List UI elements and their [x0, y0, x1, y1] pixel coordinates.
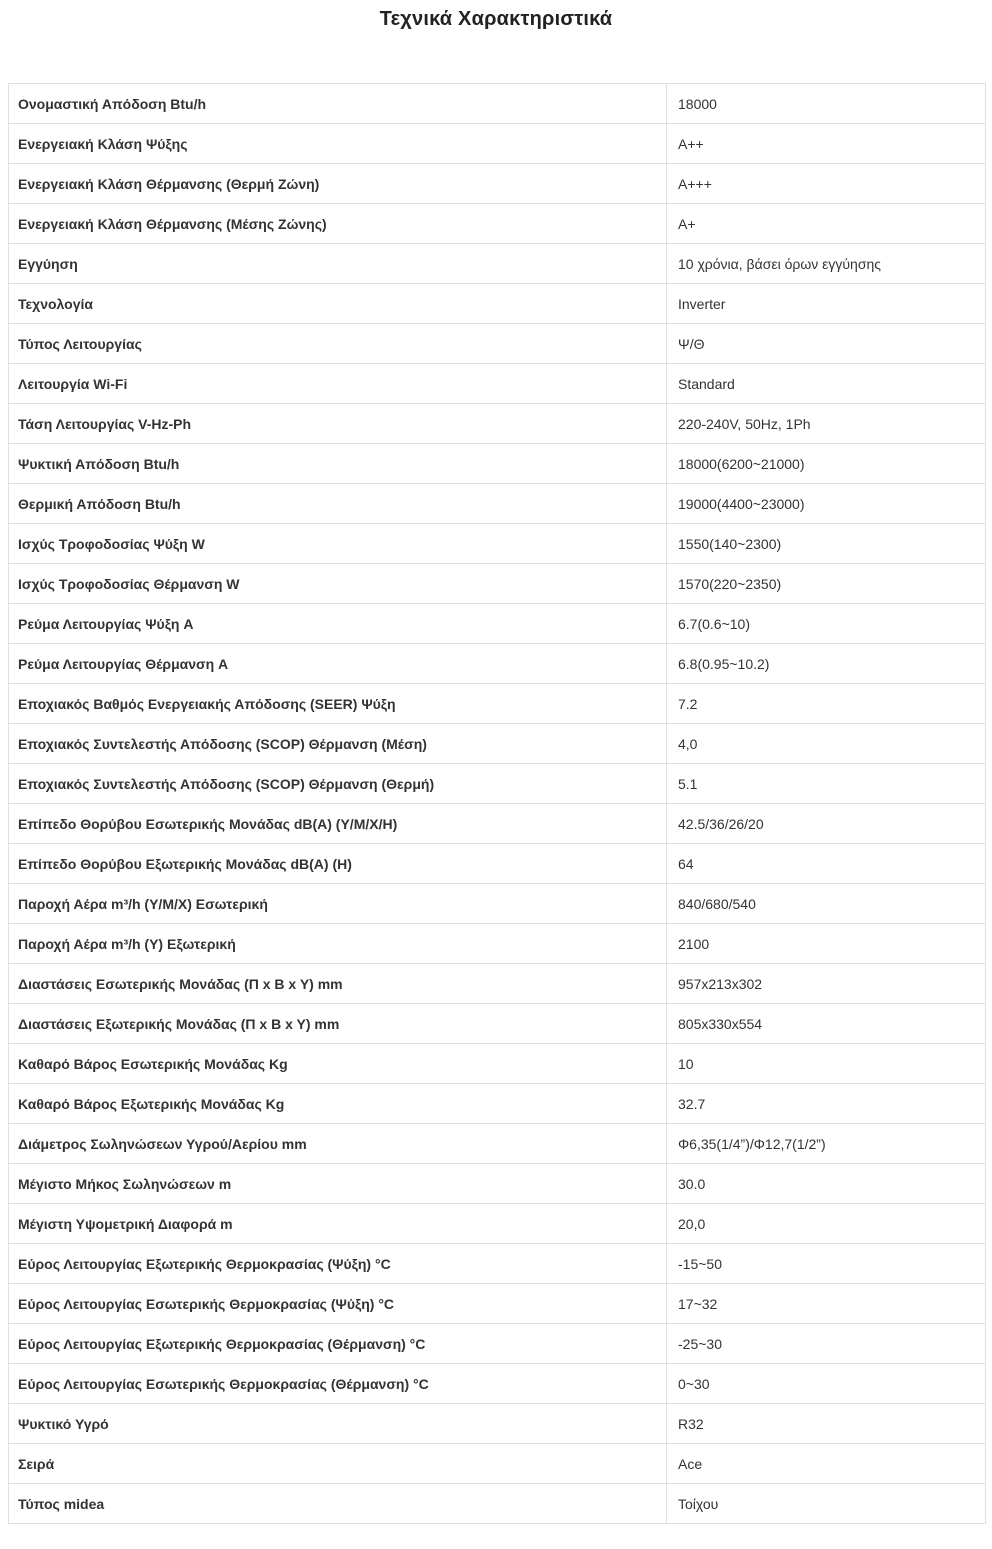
spec-row: [9, 444, 986, 484]
spec-value: 18000: [667, 84, 986, 124]
spec-value: 957x213x302: [667, 964, 986, 1004]
spec-label: Καθαρό Βάρος Εσωτερικής Μονάδας Kg: [9, 1044, 667, 1084]
spec-row: [9, 1484, 986, 1524]
spec-row: [9, 644, 986, 684]
spec-row: [9, 1124, 986, 1164]
spec-row: [9, 524, 986, 564]
spec-value: 32.7: [667, 1084, 986, 1124]
spec-value: Standard: [667, 364, 986, 404]
spec-row: [9, 1044, 986, 1084]
spec-value: 805x330x554: [667, 1004, 986, 1044]
spec-label: Ισχύς Τροφοδοσίας Θέρμανση W: [9, 564, 667, 604]
spec-label: Εποχιακός Συντελεστής Απόδοσης (SCOP) Θέρμανση (Μέση): [9, 724, 667, 764]
spec-value: 42.5/36/26/20: [667, 804, 986, 844]
spec-table-body: [9, 84, 986, 1524]
spec-row: [9, 564, 986, 604]
spec-label: Λειτουργία Wi-Fi: [9, 364, 667, 404]
spec-label: Ενεργειακή Κλάση Θέρμανσης (Μέσης Ζώνης): [9, 204, 667, 244]
spec-row: [9, 324, 986, 364]
spec-value: 20,0: [667, 1204, 986, 1244]
spec-value: A+++: [667, 164, 986, 204]
spec-row: [9, 724, 986, 764]
spec-label: Διαστάσεις Εσωτερικής Μονάδας (Π x B x Y) mm: [9, 964, 667, 1004]
spec-label: Εποχιακός Βαθμός Ενεργειακής Απόδοσης (SEER) Ψύξη: [9, 684, 667, 724]
spec-label: Εύρος Λειτουργίας Εξωτερικής Θερμοκρασίας (Ψύξη) °C: [9, 1244, 667, 1284]
spec-label: Διάμετρος Σωληνώσεων Υγρού/Αερίου mm: [9, 1124, 667, 1164]
spec-value: 7.2: [667, 684, 986, 724]
spec-value: A+: [667, 204, 986, 244]
spec-value: 840/680/540: [667, 884, 986, 924]
spec-label: Εύρος Λειτουργίας Εσωτερικής Θερμοκρασίας (Ψύξη) °C: [9, 1284, 667, 1324]
spec-value: 5.1: [667, 764, 986, 804]
spec-label: Σειρά: [9, 1444, 667, 1484]
spec-label: Τεχνολογία: [9, 284, 667, 324]
spec-value: A++: [667, 124, 986, 164]
spec-label: Διαστάσεις Εξωτερικής Μονάδας (Π x B x Y) mm: [9, 1004, 667, 1044]
spec-label: Τύπος Λειτουργίας: [9, 324, 667, 364]
spec-value: Ψ/Θ: [667, 324, 986, 364]
spec-label: Μέγιστη Υψομετρική Διαφορά m: [9, 1204, 667, 1244]
spec-label: Εύρος Λειτουργίας Εσωτερικής Θερμοκρασίας (Θέρμανση) °C: [9, 1364, 667, 1404]
spec-row: [9, 484, 986, 524]
spec-value: 18000(6200~21000): [667, 444, 986, 484]
spec-row: [9, 84, 986, 124]
spec-label: Ψυκτικό Υγρό: [9, 1404, 667, 1444]
spec-label: Ενεργειακή Κλάση Ψύξης: [9, 124, 667, 164]
page-title: Τεχνικά Χαρακτηριστικά: [379, 8, 613, 30]
spec-value: 2100: [667, 924, 986, 964]
spec-value: R32: [667, 1404, 986, 1444]
spec-row: [9, 1084, 986, 1124]
spec-row: [9, 1164, 986, 1204]
spec-row: [9, 364, 986, 404]
spec-label: Τάση Λειτουργίας V-Hz-Ph: [9, 404, 667, 444]
spec-label: Ρεύμα Λειτουργίας Θέρμανση A: [9, 644, 667, 684]
spec-value: -15~50: [667, 1244, 986, 1284]
spec-row: [9, 1004, 986, 1044]
spec-label: Εγγύηση: [9, 244, 667, 284]
spec-row: [9, 1444, 986, 1484]
spec-value: 6.7(0.6~10): [667, 604, 986, 644]
spec-row: [9, 964, 986, 1004]
spec-value: Φ6,35(1/4”)/Φ12,7(1/2”): [667, 1124, 986, 1164]
spec-label: Παροχή Αέρα m³/h (Y/M/X) Εσωτερική: [9, 884, 667, 924]
spec-row: [9, 604, 986, 644]
spec-value: Ace: [667, 1444, 986, 1484]
spec-label: Ρεύμα Λειτουργίας Ψύξη A: [9, 604, 667, 644]
spec-label: Ισχύς Τροφοδοσίας Ψύξη W: [9, 524, 667, 564]
spec-row: [9, 1404, 986, 1444]
spec-value: 30.0: [667, 1164, 986, 1204]
spec-value: 1550(140~2300): [667, 524, 986, 564]
spec-value: 4,0: [667, 724, 986, 764]
spec-row: [9, 124, 986, 164]
spec-value: 10: [667, 1044, 986, 1084]
spec-label: Εύρος Λειτουργίας Εξωτερικής Θερμοκρασίας (Θέρμανση) °C: [9, 1324, 667, 1364]
spec-value: 6.8(0.95~10.2): [667, 644, 986, 684]
spec-row: [9, 404, 986, 444]
spec-row: [9, 1284, 986, 1324]
spec-label: Ενεργειακή Κλάση Θέρμανσης (Θερμή Ζώνη): [9, 164, 667, 204]
spec-label: Παροχή Αέρα m³/h (Y) Εξωτερική: [9, 924, 667, 964]
spec-row: [9, 204, 986, 244]
spec-label: Καθαρό Βάρος Εξωτερικής Μονάδας Kg: [9, 1084, 667, 1124]
spec-value: Τοίχου: [667, 1484, 986, 1524]
spec-row: [9, 244, 986, 284]
spec-label: Τύπος midea: [9, 1484, 667, 1524]
spec-row: [9, 844, 986, 884]
spec-row: [9, 1324, 986, 1364]
spec-row: [9, 164, 986, 204]
spec-value: 19000(4400~23000): [667, 484, 986, 524]
spec-value: 17~32: [667, 1284, 986, 1324]
spec-row: [9, 764, 986, 804]
spec-table: [8, 83, 986, 1524]
spec-label: Μέγιστο Μήκος Σωληνώσεων m: [9, 1164, 667, 1204]
spec-row: [9, 1204, 986, 1244]
spec-value: 10 χρόνια, βάσει όρων εγγύησης: [667, 244, 986, 284]
spec-value: 1570(220~2350): [667, 564, 986, 604]
spec-label: Επίπεδο Θορύβου Εξωτερικής Μονάδας dB(A) (H): [9, 844, 667, 884]
spec-row: [9, 684, 986, 724]
spec-page: [0, 8, 992, 1524]
spec-value: 0~30: [667, 1364, 986, 1404]
spec-row: [9, 804, 986, 844]
spec-label: Εποχιακός Συντελεστής Απόδοσης (SCOP) Θέρμανση (Θερμή): [9, 764, 667, 804]
spec-row: [9, 284, 986, 324]
spec-value: Inverter: [667, 284, 986, 324]
spec-label: Ψυκτική Απόδοση Btu/h: [9, 444, 667, 484]
spec-row: [9, 884, 986, 924]
spec-value: -25~30: [667, 1324, 986, 1364]
spec-label: Θερμική Απόδοση Btu/h: [9, 484, 667, 524]
spec-row: [9, 924, 986, 964]
spec-label: Επίπεδο Θορύβου Εσωτερικής Μονάδας dB(A) (Y/M/X/H): [9, 804, 667, 844]
spec-value: 64: [667, 844, 986, 884]
spec-label: Ονομαστική Απόδοση Btu/h: [9, 84, 667, 124]
spec-row: [9, 1364, 986, 1404]
spec-row: [9, 1244, 986, 1284]
spec-value: 220-240V, 50Hz, 1Ph: [667, 404, 986, 444]
